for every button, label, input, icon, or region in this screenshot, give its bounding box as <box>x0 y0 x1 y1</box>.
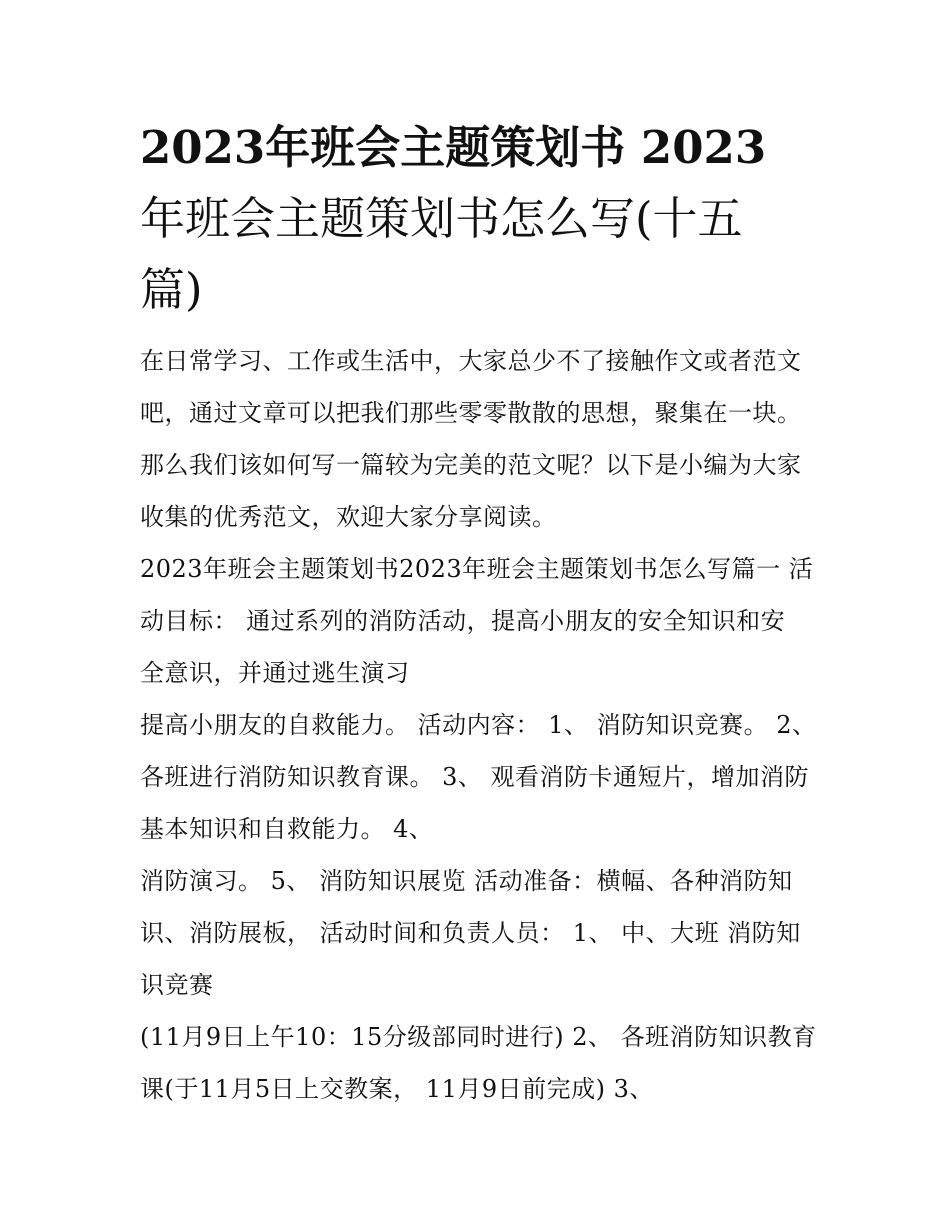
body-line: 那么我们该如何写一篇较为完美的范文呢？以下是小编为大家 <box>140 451 802 479</box>
title-line: 2023年班会主题策划书 2023 <box>140 121 767 174</box>
body-line: 提高小朋友的自救能力。 活动内容： 1、 消防知识竞赛。 2、 <box>140 711 817 739</box>
body-line: 识、消防展板， 活动时间和负责人员： 1、 中、大班 消防知 <box>140 919 801 947</box>
body-line: 2023年班会主题策划书2023年班会主题策划书怎么写篇一 活 <box>140 555 814 583</box>
title-line: 年班会主题策划书怎么写(十五 <box>140 192 743 245</box>
body-line: 基本知识和自救能力。 4、 <box>140 815 434 843</box>
body-line: 全意识，并通过逃生演习 <box>140 659 410 687</box>
body-line: 在日常学习、工作或生活中，大家总少不了接触作文或者范文 <box>140 347 802 375</box>
body-line: 消防演习。 5、 消防知识展览 活动准备：横幅、各种消防知 <box>140 867 793 895</box>
document-page <box>140 112 820 1115</box>
title-line: 篇) <box>140 263 203 316</box>
body-line: 动目标： 通过系列的消防活动，提高小朋友的安全知识和安 <box>140 607 786 635</box>
document-body <box>140 335 820 1115</box>
body-line: 吧，通过文章可以把我们那些零零散散的思想，聚集在一块。 <box>140 399 802 427</box>
body-line: 各班进行消防知识教育课。 3、 观看消防卡通短片，增加消防 <box>140 763 810 791</box>
body-line: 识竞赛 <box>140 971 214 999</box>
body-line: 课(于11月5日上交教案， 11月9日前完成) 3、 <box>140 1075 654 1103</box>
document-title <box>140 112 820 325</box>
body-line: (11月9日上午10：15分级部同时进行) 2、 各班消防知识教育 <box>140 1023 817 1051</box>
body-line: 收集的优秀范文，欢迎大家分享阅读。 <box>140 503 557 531</box>
